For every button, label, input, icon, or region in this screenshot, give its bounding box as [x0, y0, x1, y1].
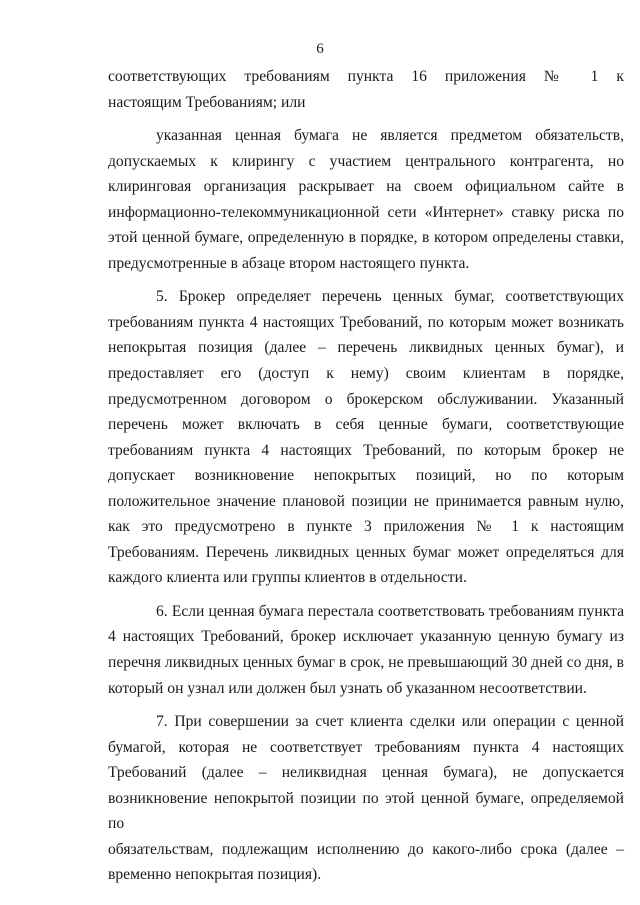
- document-body: [108, 64, 624, 888]
- text-line: указанная ценная бумага не является предметом обязательств,: [156, 127, 624, 145]
- paragraph-item-7: [108, 709, 624, 888]
- text-line: предусмотренные в абзаце втором настоящего пункта.: [108, 254, 470, 272]
- text-line: временно непокрытая позиция).: [108, 866, 322, 884]
- text-line: как это предусмотрено в пункте 3 приложения № 1 к настоящим: [108, 518, 624, 536]
- text-line: соответствующих требованиям пункта 16 приложения № 1 к: [108, 68, 624, 85]
- text-line: Требований (далее – неликвидная ценная бумага), не допускается: [108, 764, 624, 782]
- text-line: допускаемых к клирингу с участием центрального контрагента, но: [108, 152, 624, 170]
- text-line: каждого клиента или группы клиентов в отдельности.: [108, 569, 467, 587]
- text-line: информационно-телекоммуникационной сети «Интернет» ставку риска по: [108, 203, 624, 221]
- text-line: 7. При совершении за счет клиента сделки или операции с ценной: [156, 713, 624, 731]
- text-line: Требованиям. Перечень ликвидных ценных бумаг может определяться для: [108, 543, 624, 561]
- text-line: бумагой, которая не соответствует требованиям пункта 4 настоящих: [108, 738, 624, 756]
- paragraph-continuation: [108, 64, 624, 115]
- text-line: клиринговая организация раскрывает на своем официальном сайте в: [108, 178, 624, 196]
- text-line: 5. Брокер определяет перечень ценных бумаг, соответствующих: [156, 288, 624, 306]
- text-line: обязательствам, подлежащим исполнению до какого-либо срока (далее –: [108, 840, 624, 858]
- text-line: предусмотренном договором о брокерском обслуживании. Указанный: [108, 390, 624, 408]
- text-line: перечень может включать в себя ценные бумаги, соответствующие: [108, 416, 624, 434]
- text-line: непокрытая позиция (далее – перечень ликвидных ценных бумаг), и: [108, 339, 624, 357]
- text-line: настоящим Требованиям; или: [108, 93, 306, 111]
- text-line: 6. Если ценная бумага перестала соответствовать требованиям пункта: [156, 602, 624, 620]
- text-line: перечня ликвидных ценных бумаг в срок, не превышающий 30 дней со дня, в: [108, 654, 624, 672]
- text-line: который он узнал или должен был узнать об указанном несоответствии.: [108, 679, 587, 697]
- paragraph-item-6: [108, 599, 624, 701]
- text-line: допускает возникновение непокрытых позиций, но по которым: [108, 467, 624, 485]
- paragraph-item-5: [108, 284, 624, 591]
- text-line: требованиям пункта 4 настоящих Требований, по которым может возникать: [108, 313, 624, 331]
- text-line: возникновение непокрытой позиции по этой ценной бумаге, определяемой по: [108, 789, 624, 833]
- text-line: 4 настоящих Требований, брокер исключает указанную ценную бумагу из: [108, 628, 624, 646]
- text-line: положительное значение плановой позиции не принимается равным нулю,: [108, 492, 624, 510]
- text-line: этой ценной бумаге, определенную в порядке, в котором определены ставки,: [108, 229, 624, 247]
- text-line: предоставляет его (доступ к нему) своим клиентам в порядке,: [108, 365, 624, 383]
- paragraph-clearing-condition: [108, 123, 624, 276]
- text-line: требованиям пункта 4 настоящих Требований, по которым брокер не: [108, 441, 624, 459]
- page-number: 6: [316, 41, 324, 57]
